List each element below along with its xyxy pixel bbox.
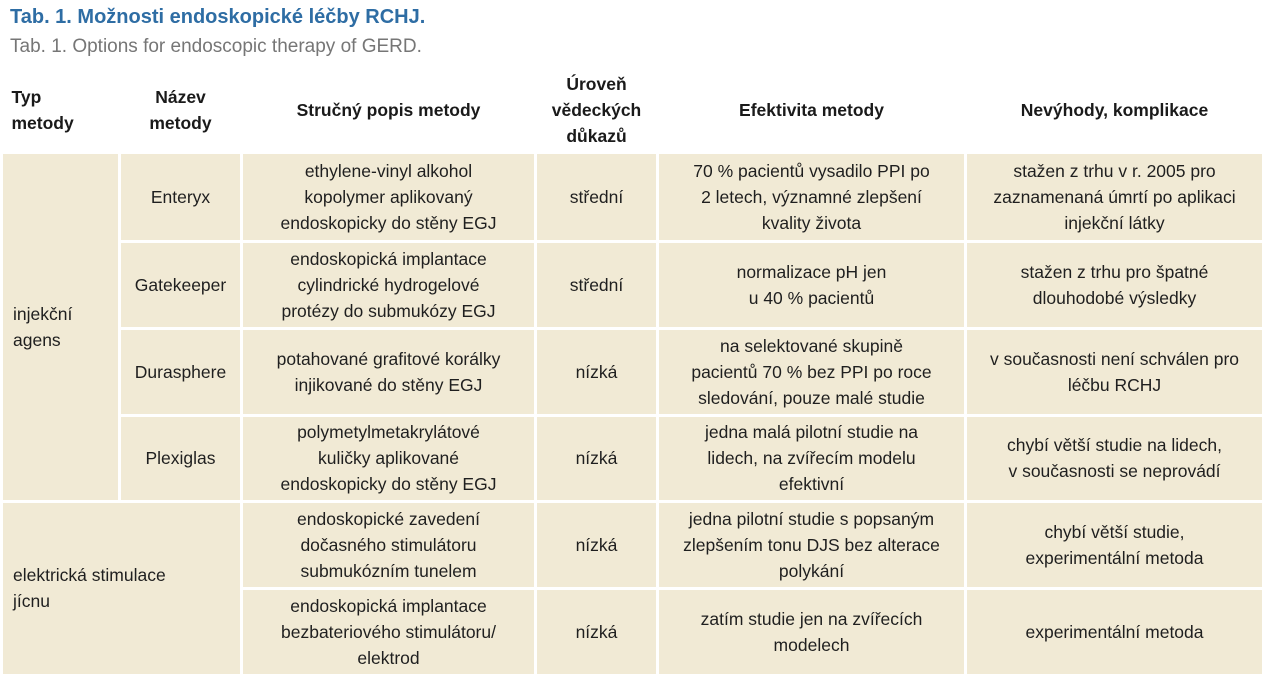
header-efficacy: Efektivita metody (658, 67, 966, 153)
evidence-level: nízká (536, 328, 658, 415)
header-drawbacks: Nevýhody, komplikace (966, 67, 1262, 153)
table-row (2, 241, 1262, 328)
table-row (2, 153, 1262, 241)
method-efficacy: zatím studie jen na zvířecích modelech (658, 588, 966, 675)
header-method-type: Typ metody (2, 67, 120, 153)
method-name: Durasphere (120, 328, 242, 415)
table-row (2, 415, 1262, 501)
evidence-level: nízká (536, 415, 658, 501)
method-name: Plexiglas (120, 415, 242, 501)
method-drawbacks: chybí větší studie na lidech, v současnosti se neprovádí (966, 415, 1262, 501)
table-subtitle: Tab. 1. Options for endoscopic therapy of GERD. (10, 36, 422, 57)
header-method-name: Název metody (120, 67, 242, 153)
group-electrical-stimulation: elektrická stimulace jícnu (2, 501, 242, 675)
evidence-level: střední (536, 153, 658, 241)
method-efficacy: jedna pilotní studie s popsaným zlepšením tonu DJS bez alterace polykání (658, 501, 966, 588)
method-description: endoskopické zavedení dočasného stimulátoru submukózním tunelem (242, 501, 536, 588)
header-description: Stručný popis metody (242, 67, 536, 153)
header-evidence-level: Úroveň vědeckých důkazů (536, 67, 658, 153)
table-row (2, 501, 1262, 588)
method-description: endoskopická implantace cylindrické hydrogelové protézy do submukózy EGJ (242, 241, 536, 328)
method-description: endoskopická implantace bezbateriového stimulátoru/ elektrod (242, 588, 536, 675)
evidence-level: střední (536, 241, 658, 328)
table-row (2, 328, 1262, 415)
therapy-options-table (0, 67, 1262, 677)
group-injection-agents: injekční agens (2, 153, 120, 501)
method-efficacy: na selektované skupině pacientů 70 % bez PPI po roce sledování, pouze malé studie (658, 328, 966, 415)
method-drawbacks: experimentální metoda (966, 588, 1262, 675)
method-description: polymetylmetakrylátové kuličky aplikované endoskopicky do stěny EGJ (242, 415, 536, 501)
method-efficacy: normalizace pH jen u 40 % pacientů (658, 241, 966, 328)
method-drawbacks: stažen z trhu pro špatné dlouhodobé výsledky (966, 241, 1262, 328)
method-description: ethylene-vinyl alkohol kopolymer aplikovaný endoskopicky do stěny EGJ (242, 153, 536, 241)
method-name: Gatekeeper (120, 241, 242, 328)
method-drawbacks: v současnosti není schválen pro léčbu RCHJ (966, 328, 1262, 415)
evidence-level: nízká (536, 588, 658, 675)
header-row (2, 67, 1262, 153)
table-title: Tab. 1. Možnosti endoskopické léčby RCHJ. (10, 6, 426, 28)
method-drawbacks: stažen z trhu v r. 2005 pro zaznamenaná úmrtí po aplikaci injekční látky (966, 153, 1262, 241)
method-efficacy: jedna malá pilotní studie na lidech, na zvířecím modelu efektivní (658, 415, 966, 501)
method-efficacy: 70 % pacientů vysadilo PPI po 2 letech, významné zlepšení kvality života (658, 153, 966, 241)
method-description: potahované grafitové korálky injikované do stěny EGJ (242, 328, 536, 415)
method-name: Enteryx (120, 153, 242, 241)
method-drawbacks: chybí větší studie, experimentální metoda (966, 501, 1262, 588)
evidence-level: nízká (536, 501, 658, 588)
